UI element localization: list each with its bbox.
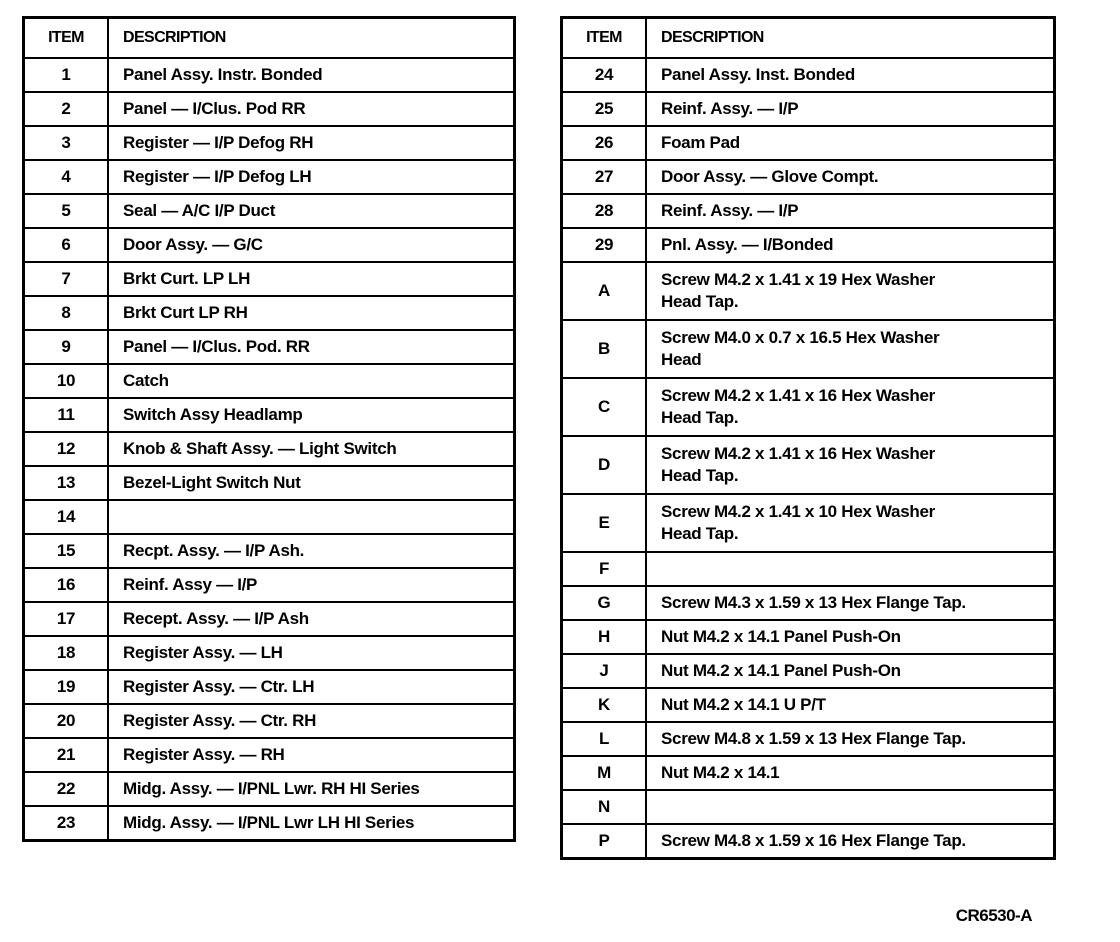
item-cell: K xyxy=(562,688,647,722)
description-line: Screw M4.2 x 1.41 x 16 Hex Washer xyxy=(661,386,935,405)
table-row xyxy=(24,262,515,296)
table-row xyxy=(24,806,515,841)
item-cell: 15 xyxy=(24,534,109,568)
item-cell: 14 xyxy=(24,500,109,534)
table-row xyxy=(24,636,515,670)
item-cell: B xyxy=(562,320,647,378)
description-line: Reinf. Assy. — I/P xyxy=(661,201,799,220)
item-cell: 2 xyxy=(24,92,109,126)
parts-table-right xyxy=(560,16,1056,860)
table-row xyxy=(24,704,515,738)
item-cell: E xyxy=(562,494,647,552)
table-row xyxy=(24,92,515,126)
description-cell: Register Assy. — LH xyxy=(108,636,515,670)
item-cell: 6 xyxy=(24,228,109,262)
description-cell xyxy=(108,500,515,534)
table-row xyxy=(562,194,1055,228)
item-cell: 25 xyxy=(562,92,647,126)
item-cell: J xyxy=(562,654,647,688)
table-row xyxy=(562,494,1055,552)
table-row xyxy=(562,790,1055,824)
description-line: Nut M4.2 x 14.1 Panel Push-On xyxy=(661,627,901,646)
table-row xyxy=(562,378,1055,436)
description-cell: Register Assy. — Ctr. LH xyxy=(108,670,515,704)
table-row xyxy=(24,126,515,160)
item-cell: 17 xyxy=(24,602,109,636)
description-cell xyxy=(646,92,1055,126)
description-cell: Register Assy. — Ctr. RH xyxy=(108,704,515,738)
table-row xyxy=(24,500,515,534)
description-cell xyxy=(646,228,1055,262)
description-cell: Recept. Assy. — I/P Ash xyxy=(108,602,515,636)
item-cell: 24 xyxy=(562,58,647,92)
description-cell: Seal — A/C I/P Duct xyxy=(108,194,515,228)
description-line: Screw M4.2 x 1.41 x 16 Hex Washer xyxy=(661,444,935,463)
table-row xyxy=(24,432,515,466)
description-cell: Midg. Assy. — I/PNL Lwr. RH HI Series xyxy=(108,772,515,806)
description-line: Foam Pad xyxy=(661,133,740,152)
description-column-header: DESCRIPTION xyxy=(646,18,1055,59)
item-cell: A xyxy=(562,262,647,320)
table-row xyxy=(562,92,1055,126)
item-cell: P xyxy=(562,824,647,859)
description-line: Screw M4.8 x 1.59 x 13 Hex Flange Tap. xyxy=(661,729,966,748)
item-cell: 7 xyxy=(24,262,109,296)
description-cell: Panel — I/Clus. Pod RR xyxy=(108,92,515,126)
description-cell: Panel Assy. Instr. Bonded xyxy=(108,58,515,92)
table-row xyxy=(562,262,1055,320)
header-row xyxy=(24,18,515,59)
description-cell xyxy=(646,160,1055,194)
table-row xyxy=(24,398,515,432)
item-cell: 12 xyxy=(24,432,109,466)
item-cell: 19 xyxy=(24,670,109,704)
table-row xyxy=(562,228,1055,262)
description-cell xyxy=(646,586,1055,620)
table-row xyxy=(24,330,515,364)
description-cell xyxy=(646,620,1055,654)
description-cell: Recpt. Assy. — I/P Ash. xyxy=(108,534,515,568)
description-cell: Catch xyxy=(108,364,515,398)
description-line: Pnl. Assy. — I/Bonded xyxy=(661,235,834,254)
description-line: Panel Assy. Inst. Bonded xyxy=(661,65,856,84)
table-row xyxy=(562,58,1055,92)
description-cell xyxy=(646,194,1055,228)
description-cell xyxy=(646,262,1055,320)
description-line: Screw M4.0 x 0.7 x 16.5 Hex Washer xyxy=(661,328,940,347)
description-line: Door Assy. — Glove Compt. xyxy=(661,167,879,186)
description-line: Screw M4.8 x 1.59 x 16 Hex Flange Tap. xyxy=(661,831,966,850)
table-row xyxy=(24,228,515,262)
description-cell xyxy=(646,320,1055,378)
table-row xyxy=(562,722,1055,756)
description-line: Nut M4.2 x 14.1 xyxy=(661,763,780,782)
item-cell: M xyxy=(562,756,647,790)
description-cell: Midg. Assy. — I/PNL Lwr LH HI Series xyxy=(108,806,515,841)
item-cell: 29 xyxy=(562,228,647,262)
table-row xyxy=(24,772,515,806)
table-row xyxy=(24,296,515,330)
table-row xyxy=(24,670,515,704)
table-row xyxy=(24,466,515,500)
figure-code: CR6530-A xyxy=(955,906,1032,925)
description-cell: Door Assy. — G/C xyxy=(108,228,515,262)
item-cell: 23 xyxy=(24,806,109,841)
description-line: Screw M4.3 x 1.59 x 13 Hex Flange Tap. xyxy=(661,593,966,612)
description-cell xyxy=(646,756,1055,790)
item-cell: C xyxy=(562,378,647,436)
table-row xyxy=(24,194,515,228)
description-cell: Knob & Shaft Assy. — Light Switch xyxy=(108,432,515,466)
description-line: Reinf. Assy. — I/P xyxy=(661,99,799,118)
item-cell: D xyxy=(562,436,647,494)
description-cell xyxy=(646,378,1055,436)
description-cell: Panel — I/Clus. Pod. RR xyxy=(108,330,515,364)
description-line: Head xyxy=(661,350,702,369)
description-cell: Brkt Curt. LP LH xyxy=(108,262,515,296)
description-cell: Register — I/P Defog LH xyxy=(108,160,515,194)
table-row xyxy=(562,756,1055,790)
description-cell: Switch Assy Headlamp xyxy=(108,398,515,432)
table-row xyxy=(24,738,515,772)
description-cell xyxy=(646,552,1055,586)
description-cell xyxy=(646,722,1055,756)
table-row xyxy=(562,436,1055,494)
item-cell: 13 xyxy=(24,466,109,500)
item-cell: 22 xyxy=(24,772,109,806)
description-cell xyxy=(646,654,1055,688)
description-cell: Bezel-Light Switch Nut xyxy=(108,466,515,500)
item-cell: 28 xyxy=(562,194,647,228)
table-row xyxy=(24,160,515,194)
table-row xyxy=(562,160,1055,194)
description-line: Head Tap. xyxy=(661,466,739,485)
table-row xyxy=(562,824,1055,859)
item-cell: 5 xyxy=(24,194,109,228)
description-cell xyxy=(646,58,1055,92)
item-cell: 21 xyxy=(24,738,109,772)
description-cell xyxy=(646,494,1055,552)
table-row xyxy=(562,688,1055,722)
table-row xyxy=(562,320,1055,378)
item-cell: 26 xyxy=(562,126,647,160)
description-cell xyxy=(646,126,1055,160)
table-row xyxy=(562,654,1055,688)
description-cell: Brkt Curt LP RH xyxy=(108,296,515,330)
item-cell: 11 xyxy=(24,398,109,432)
parts-table-left xyxy=(22,16,516,842)
table-row xyxy=(24,364,515,398)
description-line: Head Tap. xyxy=(661,408,739,427)
item-cell: 10 xyxy=(24,364,109,398)
item-cell: 3 xyxy=(24,126,109,160)
table-row xyxy=(562,552,1055,586)
item-column-header: ITEM xyxy=(562,18,647,59)
description-line: Nut M4.2 x 14.1 U P/T xyxy=(661,695,826,714)
table-row xyxy=(24,58,515,92)
item-cell: G xyxy=(562,586,647,620)
item-cell: 20 xyxy=(24,704,109,738)
table-row xyxy=(24,568,515,602)
description-cell xyxy=(646,436,1055,494)
item-column-header: ITEM xyxy=(24,18,109,59)
item-cell: 4 xyxy=(24,160,109,194)
description-line: Nut M4.2 x 14.1 Panel Push-On xyxy=(661,661,901,680)
table-row xyxy=(562,126,1055,160)
item-cell: H xyxy=(562,620,647,654)
description-cell xyxy=(646,824,1055,859)
item-cell: 18 xyxy=(24,636,109,670)
header-row xyxy=(562,18,1055,59)
item-cell: 16 xyxy=(24,568,109,602)
description-cell: Register — I/P Defog RH xyxy=(108,126,515,160)
description-cell xyxy=(646,688,1055,722)
table-row xyxy=(562,620,1055,654)
description-cell xyxy=(646,790,1055,824)
item-cell: 8 xyxy=(24,296,109,330)
description-column-header: DESCRIPTION xyxy=(108,18,515,59)
item-cell: N xyxy=(562,790,647,824)
description-line: Screw M4.2 x 1.41 x 19 Hex Washer xyxy=(661,270,935,289)
item-cell: L xyxy=(562,722,647,756)
description-cell: Register Assy. — RH xyxy=(108,738,515,772)
table-row xyxy=(24,602,515,636)
item-cell: 1 xyxy=(24,58,109,92)
item-cell: 27 xyxy=(562,160,647,194)
description-line: Head Tap. xyxy=(661,292,739,311)
item-cell: 9 xyxy=(24,330,109,364)
description-line: Screw M4.2 x 1.41 x 10 Hex Washer xyxy=(661,502,935,521)
table-row xyxy=(24,534,515,568)
item-cell: F xyxy=(562,552,647,586)
description-line: Head Tap. xyxy=(661,524,739,543)
description-cell: Reinf. Assy — I/P xyxy=(108,568,515,602)
table-row xyxy=(562,586,1055,620)
